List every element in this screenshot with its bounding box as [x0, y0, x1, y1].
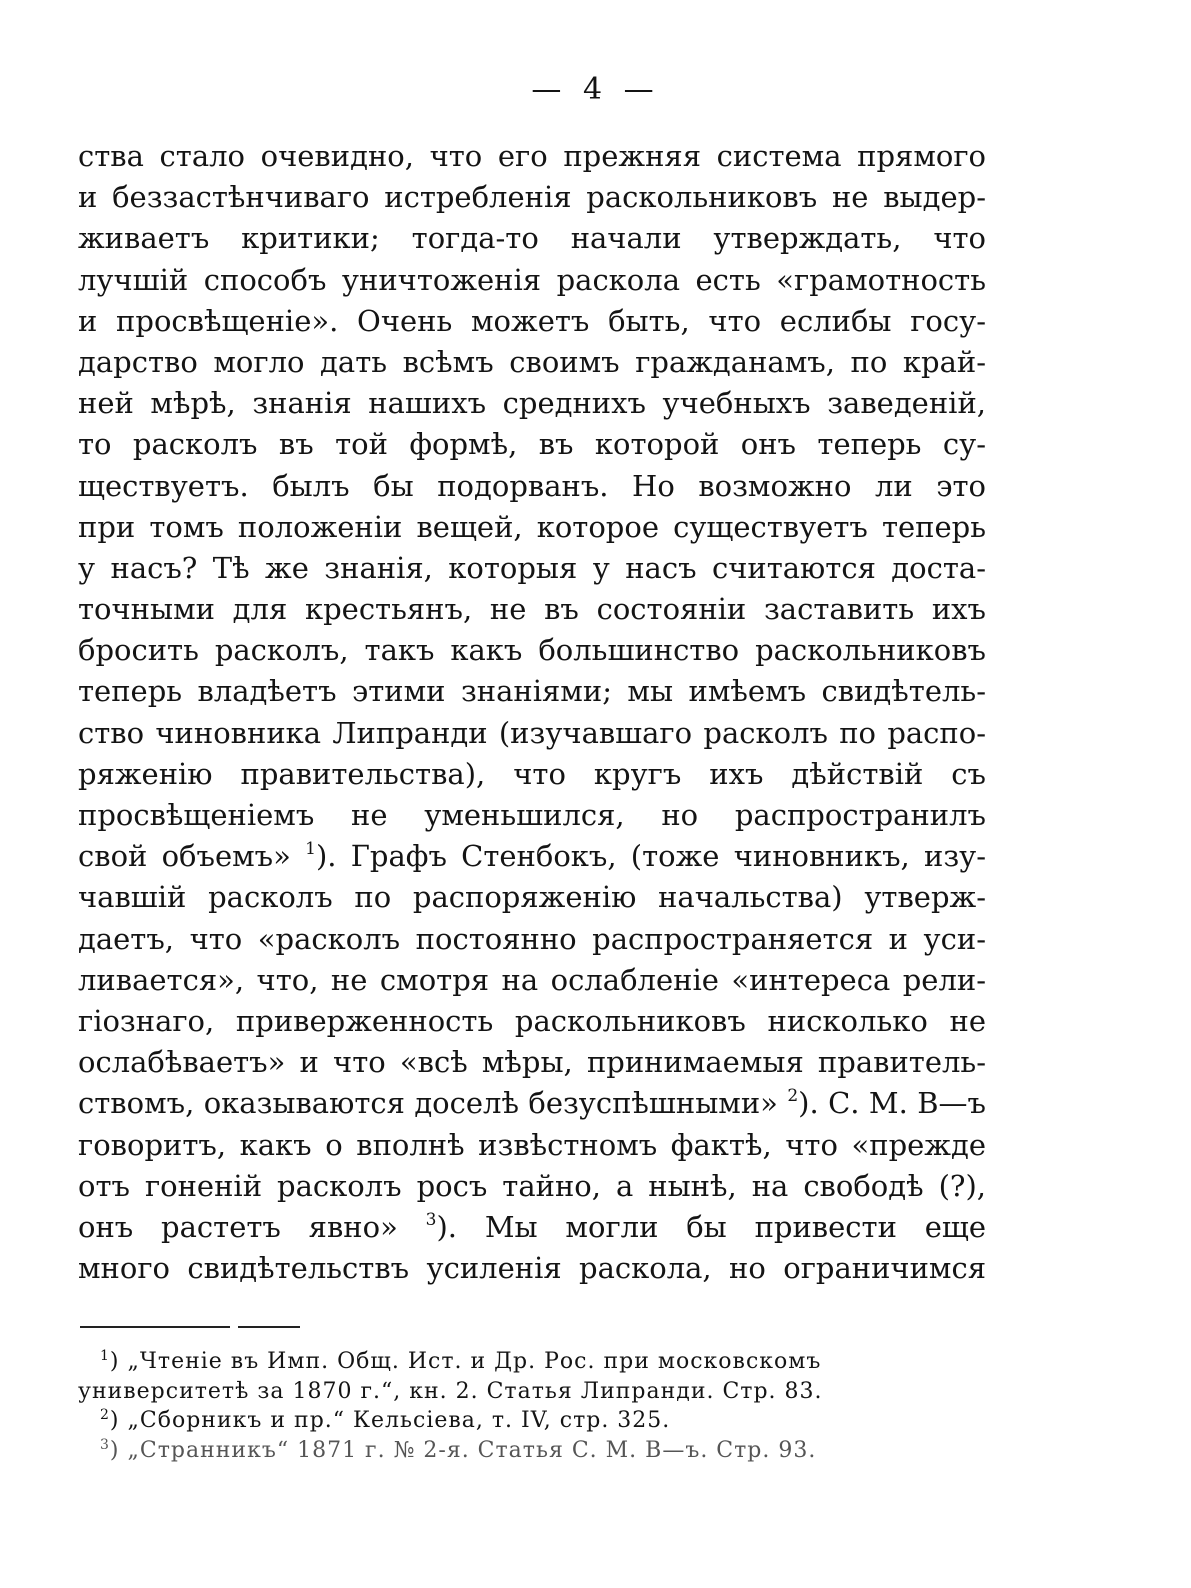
text-segment: ). Мы могли бы привести еще	[436, 1209, 987, 1244]
footnote-3: $^3$) „Странникъ“ 1871 г. № 2-я. Статья С. М. В—ъ. Стр. 93.	[100, 1436, 817, 1463]
text-line: ществуетъ. былъ бы подорванъ. Но возможно ли это	[78, 468, 986, 503]
text-line: лучшій способъ уничтоженія раскола есть «грамотность	[78, 262, 986, 297]
text-segment: ствомъ, оказываются доселѣ безуспѣшными»	[78, 1086, 778, 1121]
footnote-divider	[238, 1326, 300, 1328]
text-line-with-footnote	[78, 1207, 986, 1248]
text-line: отъ гоненій расколъ росъ тайно, а нынѣ, на свободѣ (?),	[78, 1168, 986, 1203]
footnote-text: „Странникъ“ 1871 г. № 2-я. Статья С. М. В—ъ. Стр. 93.	[127, 1437, 817, 1463]
text-line: теперь владѣетъ этими знаніями; мы имѣемъ свидѣтель-	[78, 674, 986, 709]
text-line: ство чиновника Липранди (изучавшаго расколъ по распо-	[78, 715, 986, 750]
footnote-mark: 2	[100, 1407, 110, 1423]
footnote-text: „Сборникъ и пр.“ Кельсіева, т. IV, стр. 325.	[127, 1408, 671, 1433]
body-text	[78, 136, 986, 1289]
text-line: ней мѣрѣ, знанія нашихъ среднихъ учебныхъ заведеній,	[78, 386, 986, 421]
footnotes	[78, 1347, 988, 1465]
footnote-ref: 1	[305, 839, 316, 860]
text-line: и беззастѣнчиваго истребленія раскольниковъ не выдер-	[78, 180, 986, 215]
text-line-with-footnote	[78, 836, 986, 877]
text-segment: ). Графъ Стенбокъ, (тоже чиновникъ, изу-	[315, 839, 986, 874]
text-line: дарство могло дать всѣмъ своимъ гражданамъ, по край-	[78, 344, 986, 379]
text-line: много свидѣтельствъ усиленія раскола, но ограничимся	[78, 1251, 986, 1286]
footnote-ref: 3	[425, 1209, 437, 1230]
footnote-mark: 3	[100, 1436, 110, 1453]
text-line: ряженію правительства), что кругъ ихъ дѣйствій съ	[78, 756, 986, 791]
text-line: бросить расколъ, такъ какъ большинство раскольниковъ	[78, 633, 986, 668]
text-line: при томъ положеніи вещей, которое существуетъ теперь	[78, 509, 986, 544]
text-line: гіознаго, приверженность раскольниковъ нисколько не	[78, 1003, 986, 1038]
text-segment: ). С. М. В—ъ	[798, 1086, 986, 1121]
text-line: ства стало очевидно, что его прежняя система прямого	[78, 139, 986, 173]
text-segment: свой объемъ»	[78, 839, 291, 874]
text-line: ослабѣваетъ» и что «всѣ мѣры, принимаемыя правитель-	[78, 1045, 986, 1080]
footnote-1-continuation: университетѣ за 1870 г.“, кн. 2. Статья Липранди. Стр. 83.	[78, 1378, 823, 1404]
text-segment: онъ растетъ явно»	[78, 1209, 398, 1244]
text-line: просвѣщеніемъ не уменьшился, но распространилъ	[78, 798, 986, 832]
page-number: — 4 —	[531, 72, 660, 107]
footnote-divider	[80, 1326, 230, 1328]
text-line: и просвѣщеніе». Очень можетъ быть, что еслибы госу-	[78, 303, 986, 338]
text-line: ливается», что, не смотря на ослабленіе «интереса рели-	[78, 962, 986, 997]
text-line: то расколъ въ той формѣ, въ которой онъ теперь су-	[78, 427, 986, 462]
footnote-2: $^2$) „Сборникъ и пр.“ Кельсіева, т. IV, стр. 325.	[100, 1407, 671, 1433]
footnote-1: $^1$) „Чтеніе въ Имп. Общ. Ист. и Др. Рос. при московскомъ	[100, 1348, 822, 1374]
footnote-ref: 2	[787, 1086, 799, 1107]
text-line: живаетъ критики; тогда-то начали утверждать, что	[78, 221, 986, 256]
text-line: у насъ? Тѣ же знанія, которыя у насъ считаются доста-	[78, 550, 986, 585]
footnote-mark: 1	[100, 1348, 110, 1364]
text-line: точными для крестьянъ, не въ состояніи заставить ихъ	[78, 592, 986, 627]
text-line-with-footnote	[78, 1083, 986, 1124]
text-line: говоритъ, какъ о вполнѣ извѣстномъ фактѣ, что «прежде	[78, 1127, 986, 1162]
text-line: даетъ, что «расколъ постоянно распространяется и уси-	[78, 921, 986, 956]
text-line: чавшій расколъ по распоряженію начальства) утверж-	[78, 880, 986, 915]
footnote-text: „Чтеніе въ Имп. Общ. Ист. и Др. Рос. при московскомъ	[127, 1349, 822, 1374]
